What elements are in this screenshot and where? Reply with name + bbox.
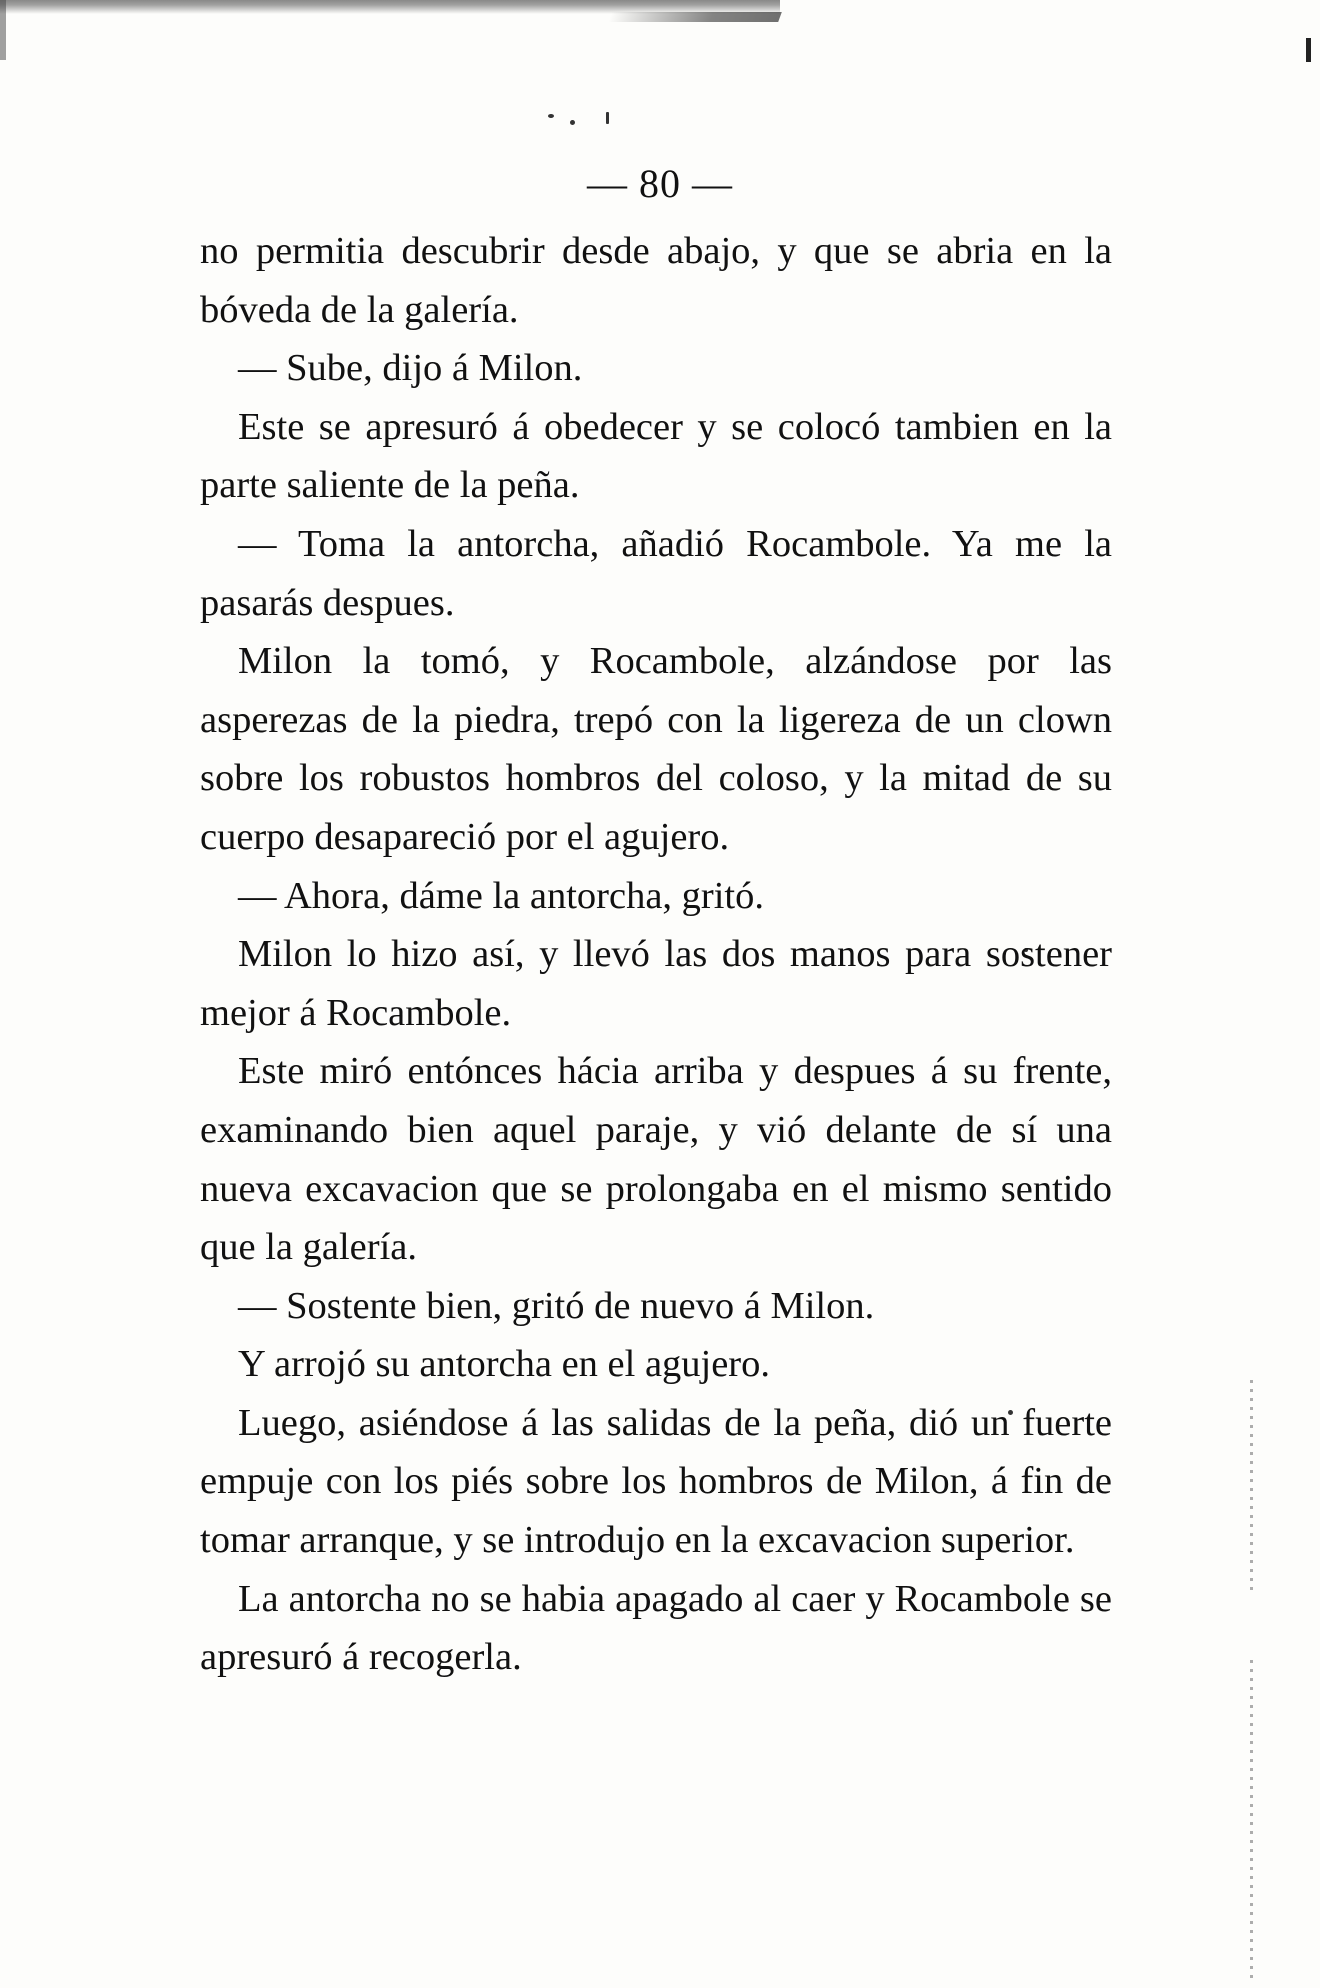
paragraph: Milon lo hizo así, y llevó las dos manos para sostener mejor á Rocambole. <box>200 933 1112 1034</box>
paragraph: La antorcha no se habia apagado al caer y Rocambole se apresuró á recogerla. <box>200 1577 1112 1679</box>
paragraph: Y arrojó su antorcha en el agujero. <box>238 1343 771 1386</box>
paragraph: Este miró entónces hácia arriba y despues á su frente, examinando bien aquel paraje, y vió delante de sí una nueva excavacion que se prolongaba en el mismo sentido que la galería. <box>200 1050 1112 1269</box>
scan-border-artifact <box>608 12 782 22</box>
paragraph: — Ahora, dáme la antorcha, gritó. <box>238 874 764 917</box>
scan-noise <box>1250 1660 1253 1980</box>
body-text <box>200 222 1112 1687</box>
paragraph: — Sostente bien, gritó de nuevo á Milon. <box>238 1284 875 1327</box>
ink-speck <box>570 120 575 125</box>
paragraph: — Sube, dijo á Milon. <box>238 347 583 390</box>
paragraph: Este se apresuró á obedecer y se colocó tambien en la parte saliente de la peña. <box>200 405 1112 507</box>
ink-speck <box>548 114 554 118</box>
page-number: — 80 — <box>587 161 733 206</box>
paragraph: no permitia descubrir desde abajo, y que se abria en la bóveda de la galería. <box>200 230 1112 331</box>
scan-border-artifact <box>0 0 6 60</box>
ink-speck <box>606 112 609 124</box>
paragraph: — Toma la antorcha, añadió Rocambole. Ya me la pasarás despues. <box>200 522 1112 624</box>
scan-mark <box>1306 38 1311 62</box>
scan-noise <box>1250 1380 1253 1590</box>
paragraph: Luego, asiéndose á las salidas de la peña, dió un fuerte empuje con los piés sobre los hombros de Milon, á fin de tomar arranque, y se introdujo en la excavacion superior. <box>200 1401 1112 1562</box>
paragraph: Milon la tomó, y Rocambole, alzándose por las asperezas de la piedra, trepó con la ligereza de un clown sobre los robustos hombros del coloso, y la mitad de su cuerpo desapareció por el agujero. <box>200 640 1112 858</box>
